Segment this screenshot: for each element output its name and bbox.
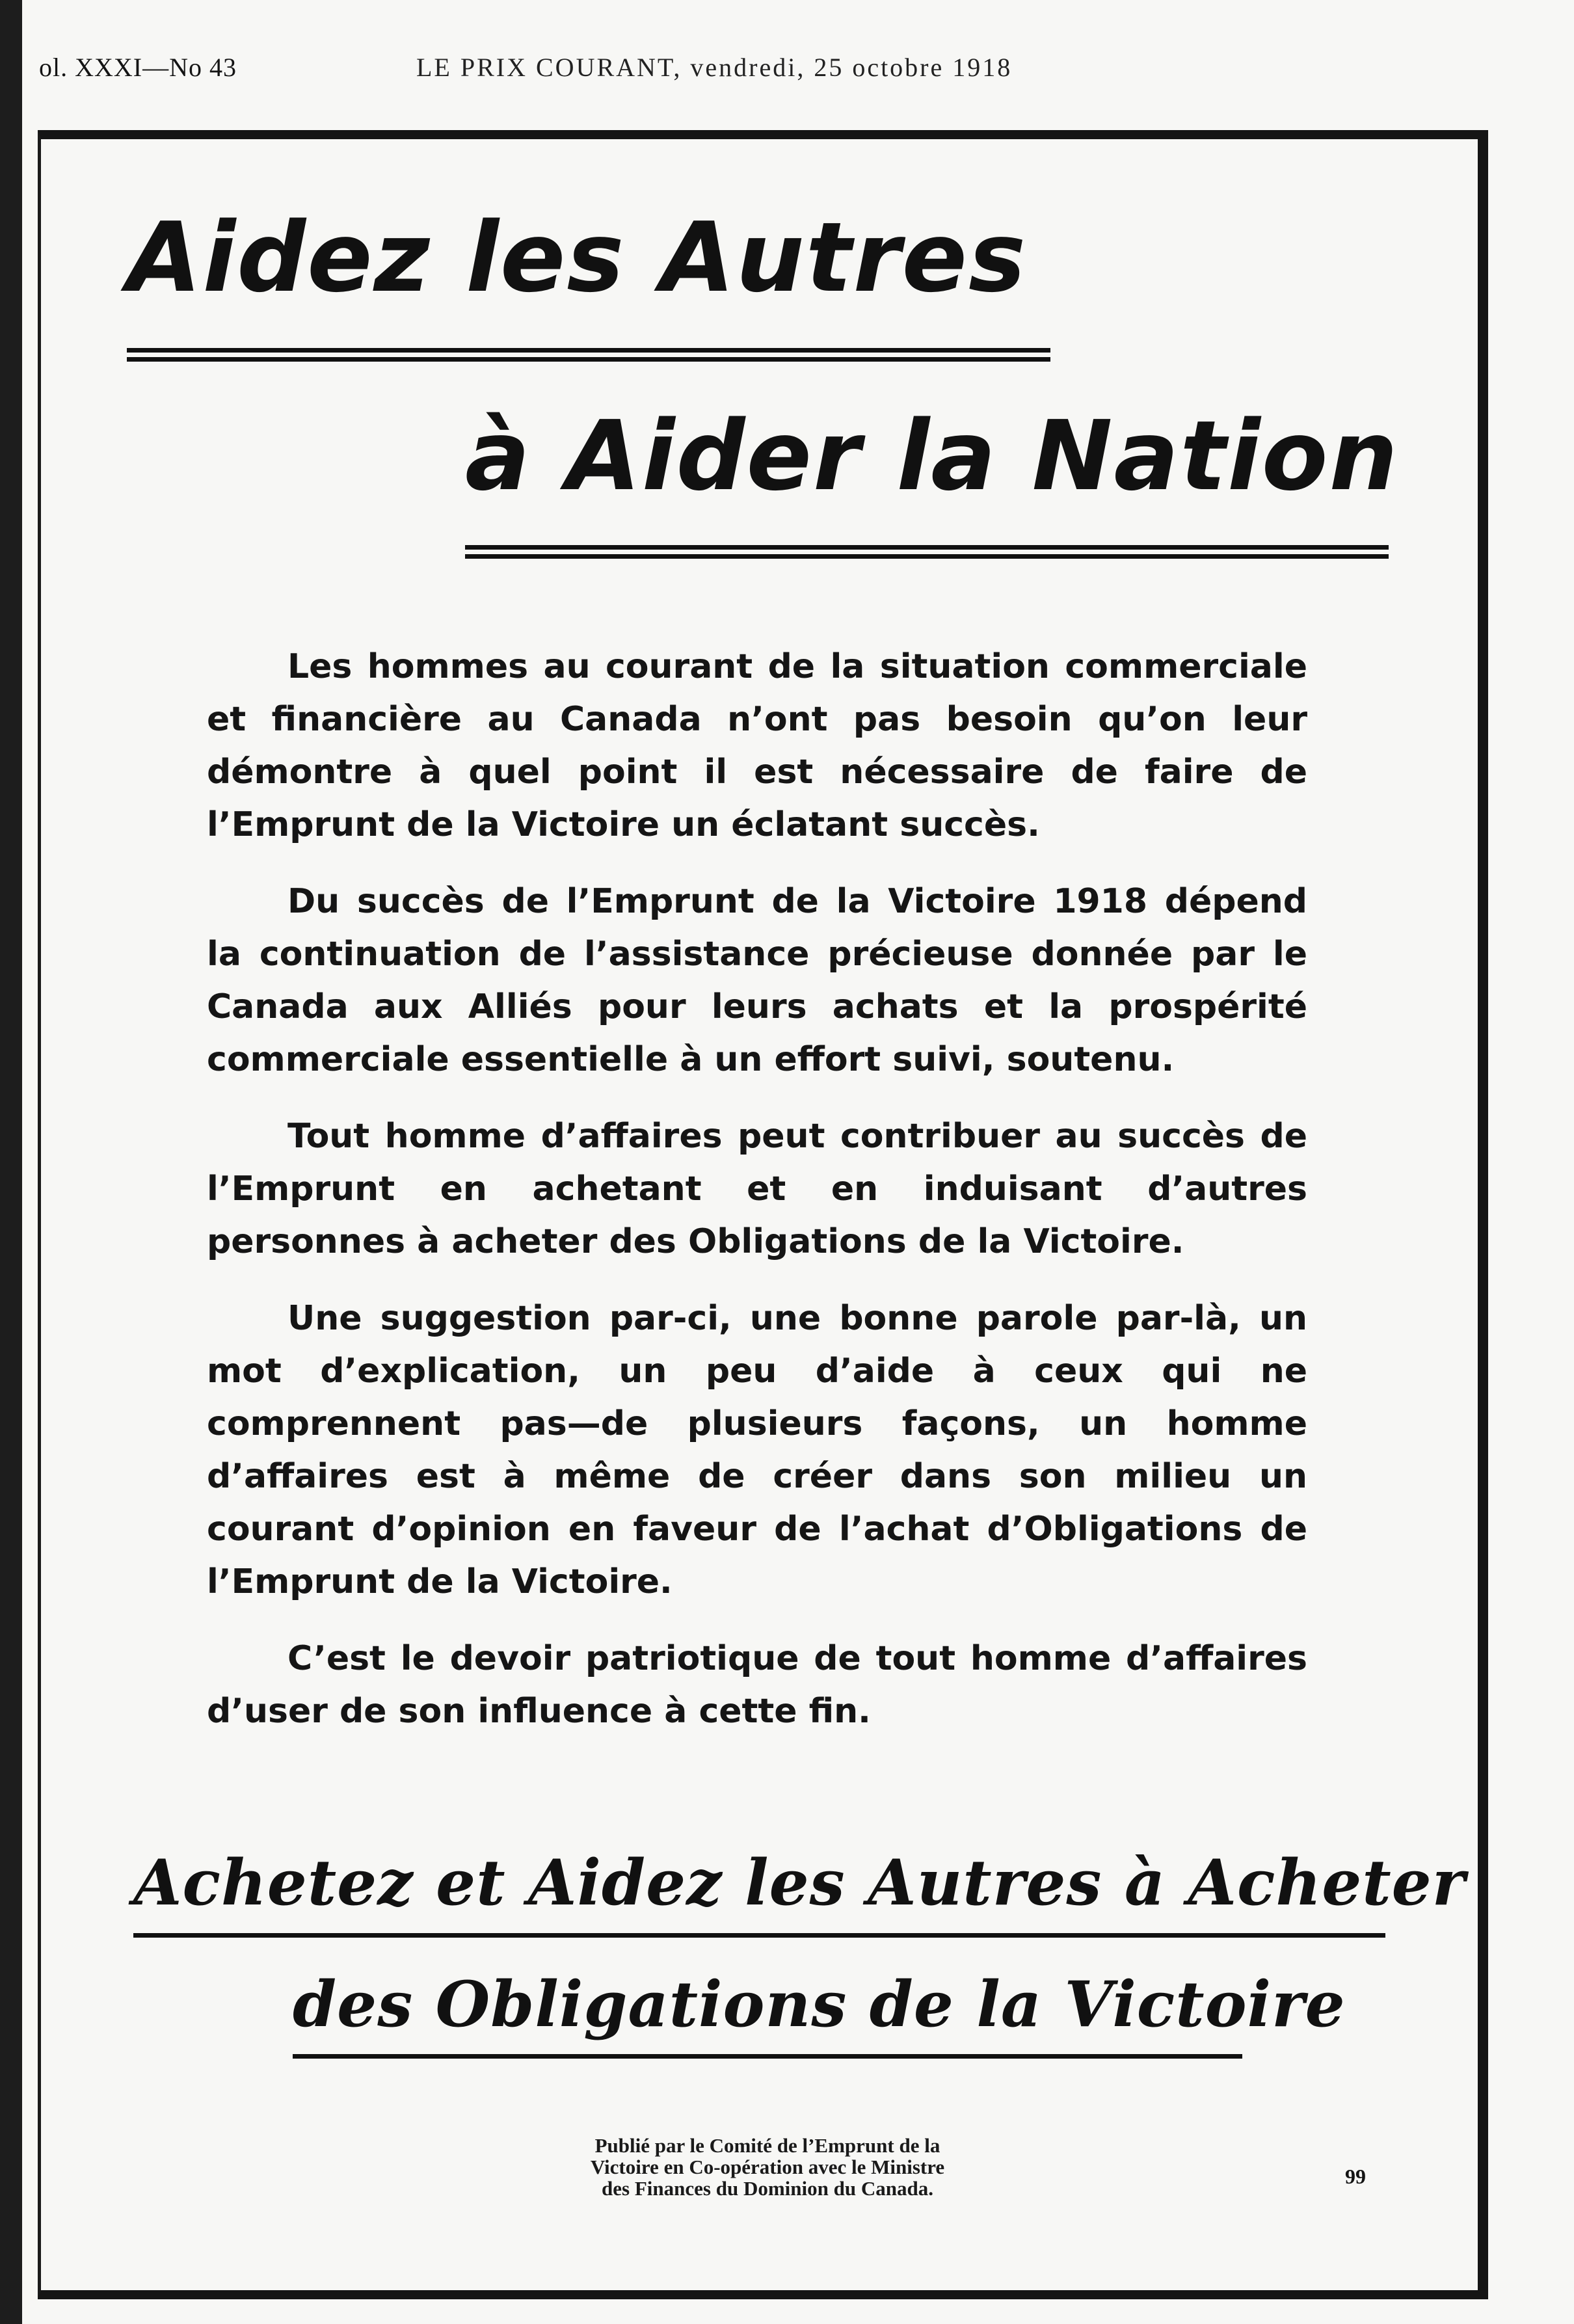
paragraph: Du succès de l’Emprunt de la Victoire 1918 dépend la continuation de l’assistance précieuse donnée par le Canada aux Alliés pour leurs achats et la prospérité commerciale essentielle à un effort suivi, soutenu. [207,882,1307,1079]
body-copy [207,641,1307,1762]
headline-rule-1 [127,348,1050,362]
paragraph: Tout homme d’affaires peut contribuer au succès de l’Emprunt en achetant et en induisant d’autres personnes à acheter des Obligations de la Victoire. [207,1117,1307,1261]
call-to-action-line-1: Achetez et Aidez les Autres à Acheter [133,1846,1466,1919]
credit-line: Victoire en Co-opération avec le Ministre [590,2156,945,2178]
cta-rule-2 [293,2054,1242,2059]
volume-number: ol. XXXI—No 43 [39,53,237,82]
publisher-credit [455,2135,1080,2199]
paragraph: Les hommes au courant de la situation commerciale et financière au Canada n’ont pas besoin qu’on leur démontre à quel point il est nécessaire de faire de l’Emprunt de la Victoire un éclatant succès. [207,647,1307,844]
paragraph: C’est le devoir patriotique de tout homme d’affaires d’user de son influence à cette fin. [207,1639,1307,1731]
binding-edge [0,0,22,2324]
paragraph: Une suggestion par-ci, une bonne parole par-là, un mot d’explication, un peu d’aide à ceux qui ne comprennent pas—de plusieurs façons, un homme d’affaires est à même de créer dans son milieu un courant d’opinion en faveur de l’achat d’Obligations de l’Emprunt de la Victoire. [207,1299,1307,1601]
call-to-action-line-2: des Obligations de la Victoire [293,1968,1346,2041]
publication-title: LE PRIX COURANT, vendredi, 25 octobre 1918 [416,53,1013,82]
headline-line-2: à Aider la Nation [465,400,1399,512]
cta-rule-1 [133,1933,1385,1938]
credit-line: Publié par le Comité de l’Emprunt de la [594,2134,940,2157]
headline-line-1: Aidez les Autres [127,202,1028,314]
headline-rule-2 [465,545,1389,559]
running-head [26,52,1093,91]
page-number: 99 [1345,2165,1366,2188]
credit-line: des Finances du Dominion du Canada. [602,2177,933,2200]
